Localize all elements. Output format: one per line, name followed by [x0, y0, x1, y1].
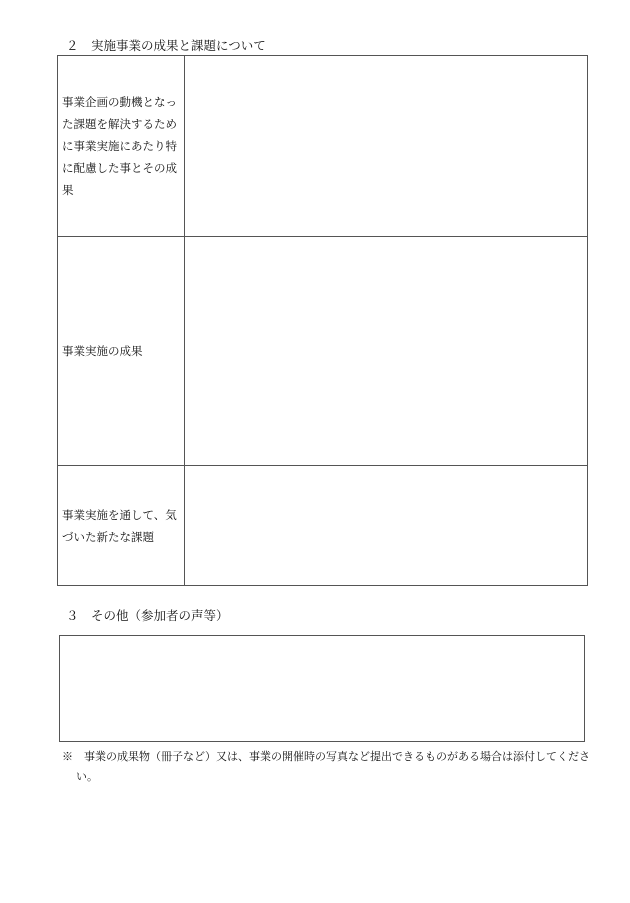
row-content-results[interactable]: [185, 237, 588, 466]
row-label-results: 事業実施の成果: [58, 237, 185, 466]
attachment-note: ※ 事業の成果物（冊子など）又は、事業の開催時の写真など提出できるものがある場合は添付してください。: [62, 750, 590, 783]
table-row: [58, 56, 588, 237]
section-3-heading: ３ その他（参加者の声等）: [66, 608, 229, 623]
row-label-motivation: 事業企画の動機となった課題を解決するために事業実施にあたり特に配慮した事とその成果: [58, 56, 185, 237]
table-row: [58, 237, 588, 466]
other-comments-box[interactable]: [59, 635, 585, 742]
results-table: [57, 55, 588, 586]
row-content-new-issues[interactable]: [185, 466, 588, 586]
row-content-motivation[interactable]: [185, 56, 588, 237]
section-2-heading: ２ 実施事業の成果と課題について: [66, 38, 266, 53]
row-label-new-issues: 事業実施を通して、気づいた新たな課題: [58, 466, 185, 586]
table-row: [58, 466, 588, 586]
